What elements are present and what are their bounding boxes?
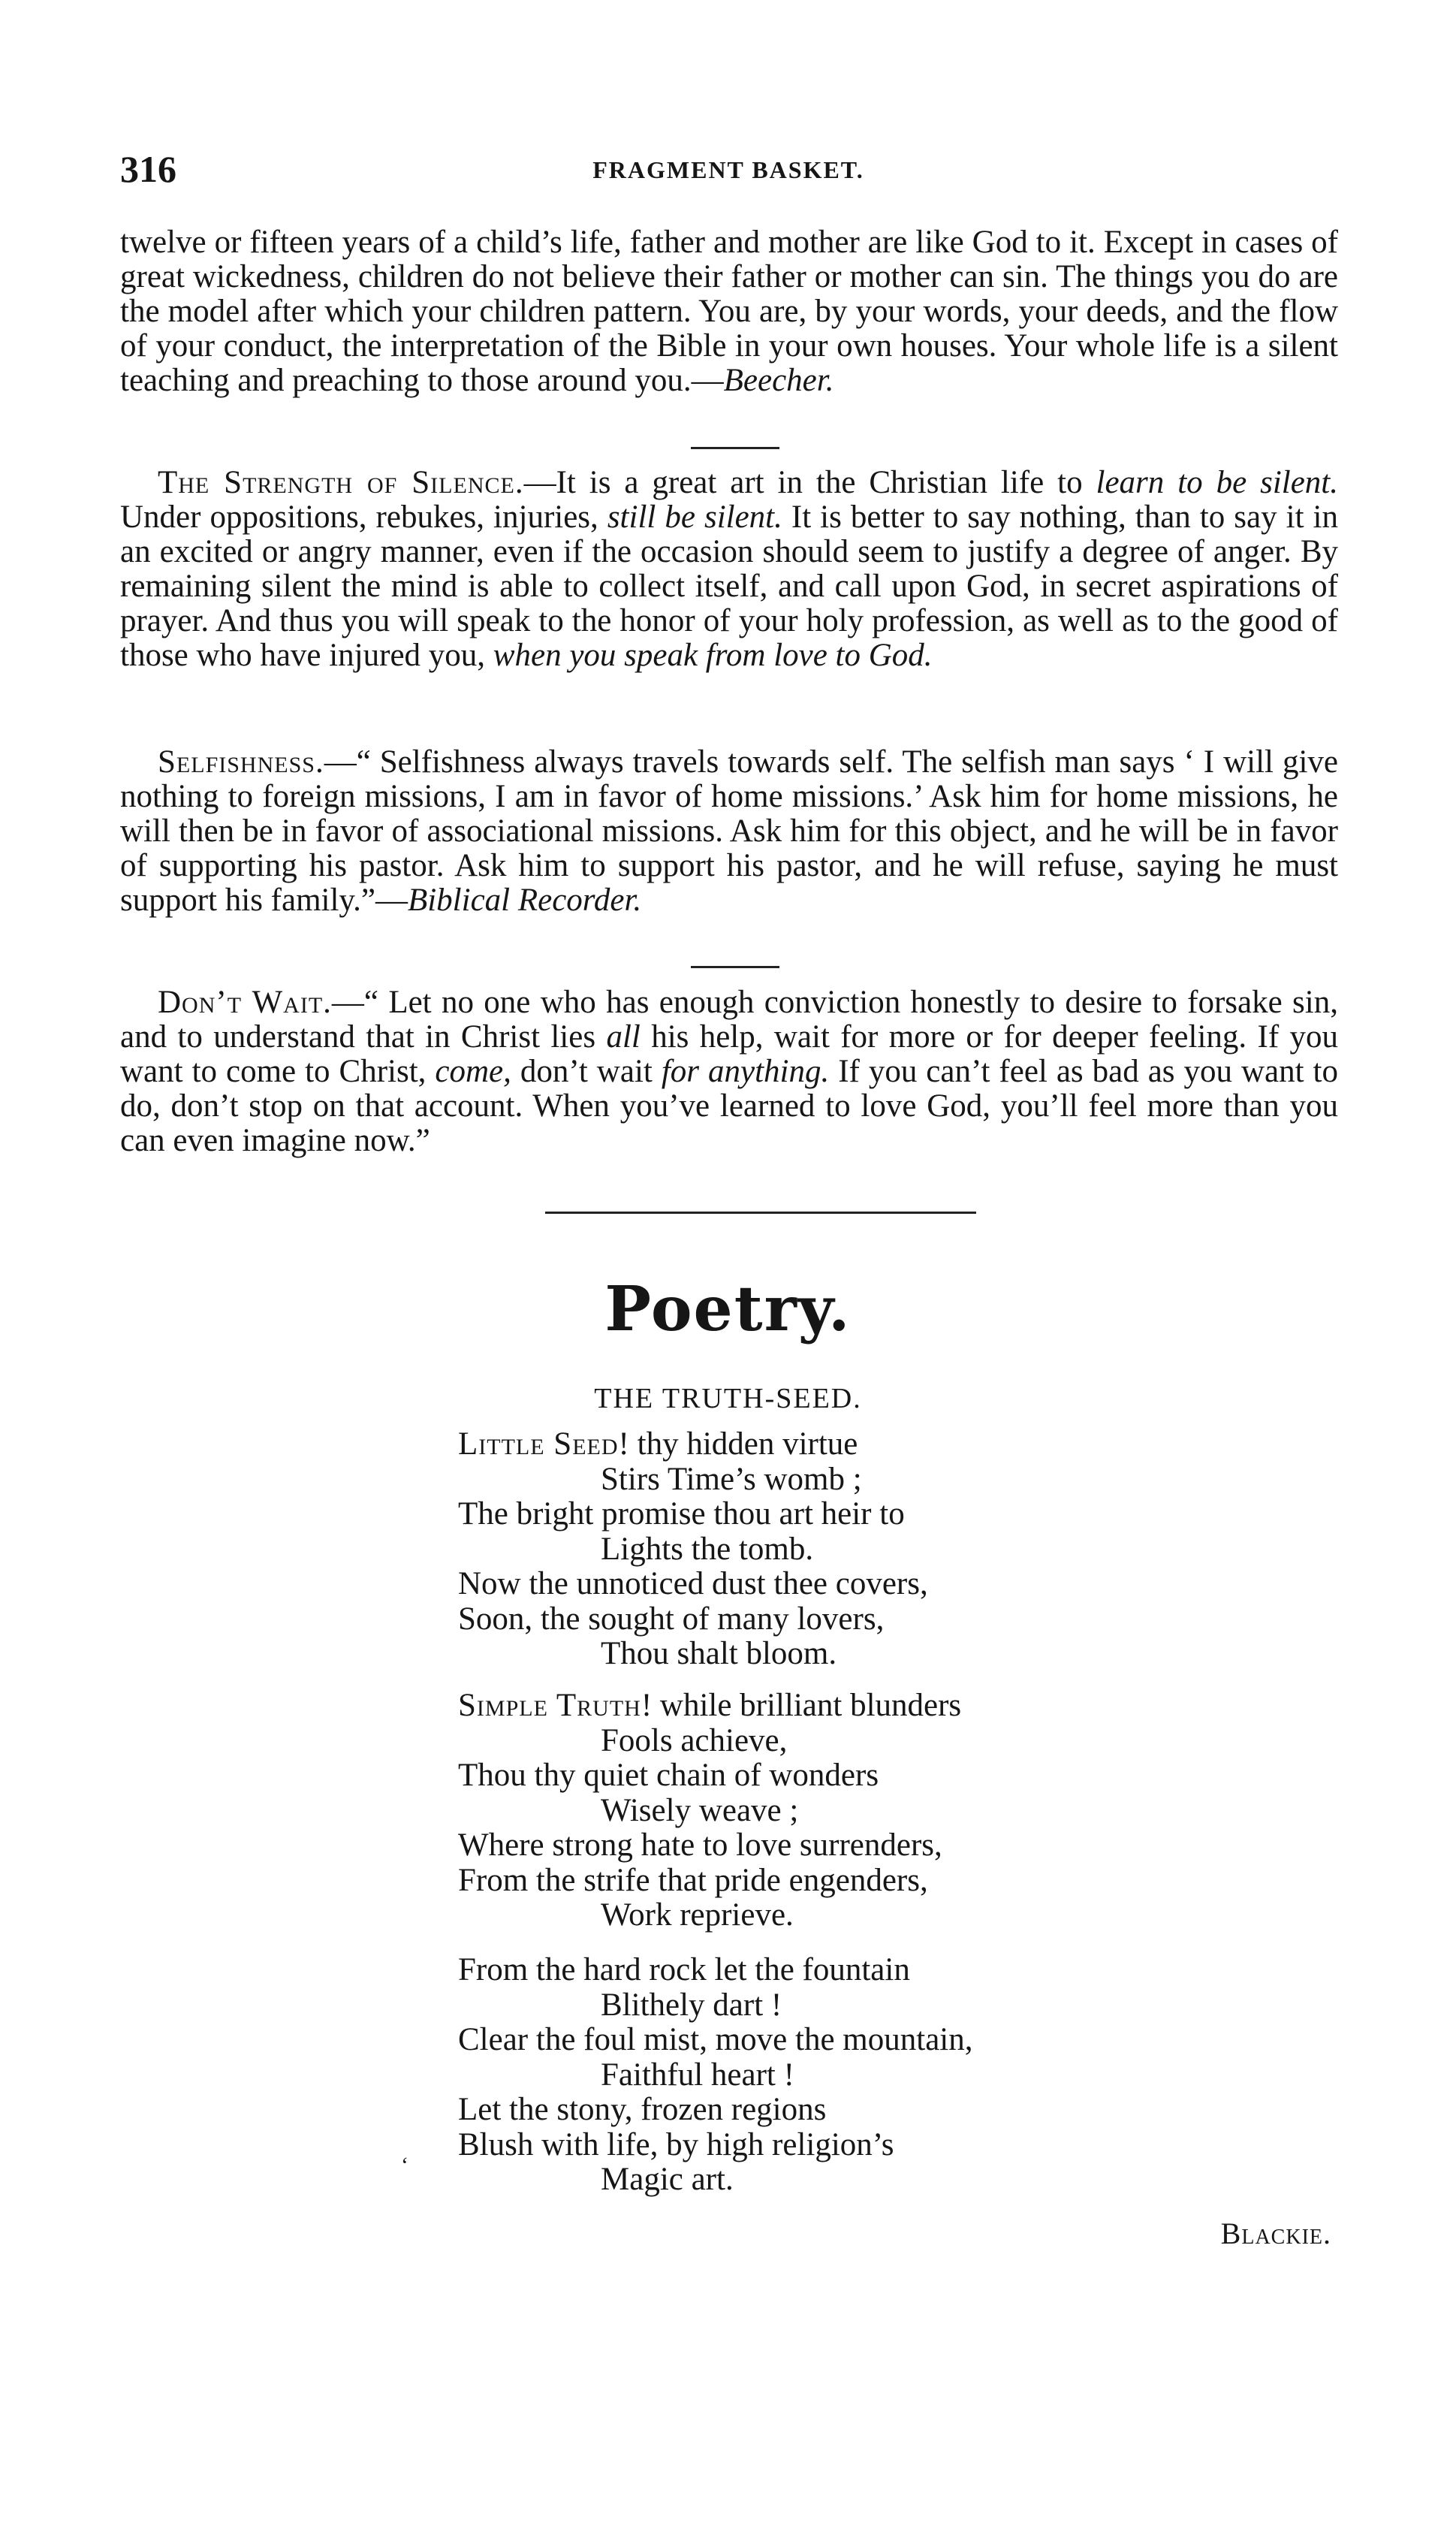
emphasis-text: when you speak from love to God. [493, 638, 933, 673]
poem-line: From the hard rock let the fountain [458, 1952, 910, 1987]
paragraph-selfishness [120, 745, 1338, 918]
poem-line: Fools achieve, [601, 1722, 788, 1758]
poem-line-text: ! while brilliant blunders [641, 1688, 962, 1723]
poem-line: Let the stony, frozen regions [458, 2092, 827, 2127]
poem-line: The bright promise thou art heir to [458, 1496, 905, 1532]
paragraph-text: Under oppositions, rebukes, injuries, [120, 499, 607, 535]
poem-line [458, 1689, 961, 1724]
paragraph-text: don’t wait [511, 1054, 662, 1089]
paragraph-text: —“ Let no one who has enough conviction honestly to desire to forsake sin, and to understand that in Christ lies [120, 985, 1338, 1055]
source-biblical-recorder: Biblical Recorder. [407, 883, 642, 918]
poem-line: Stirs Time’s womb ; [601, 1461, 862, 1497]
paragraph-dont-wait [120, 985, 1338, 1158]
poem-attribution: Blackie. [1220, 2217, 1331, 2250]
poem-line: Blush with life, by high religion’s [458, 2126, 894, 2162]
emphasis-text: for anything. [661, 1054, 830, 1089]
poem-stanza-1 [458, 1427, 928, 1672]
poem-line: Thou thy quiet chain of wonders [458, 1758, 879, 1793]
emphasis-text: learn to be silent. [1096, 465, 1338, 500]
paragraph-text: his help, wait for more or for deeper feeling. If you want to come to Christ, [120, 1019, 1338, 1089]
poem-stanza-2 [458, 1689, 961, 1933]
paragraph-text: —“ Selfishness always travels towards self. The selfish man says ‘ I will give nothing to foreign missions, I am in favor of home missions.’ Ask him for home missions, he will then be in favor of associational missions. Ask him for this object, and he will be in favor of supporting his pastor. Ask him to support his pastor, and he will refuse, saying he must support his family.”— [120, 744, 1338, 918]
paragraph-beecher-text: twelve or fifteen years of a child’s life, father and mother are like God to it. Except in cases of great wickedness, children do not believe their father or mother can sin. The things you do are the model after which your children pattern. You are, by your words, your deeds, and the flow of your conduct, the interpretation of the Bible in your own houses. Your whole life is a silent teaching and preaching to those around you.— [120, 225, 1338, 398]
paragraph-text: It is better to say nothing, than to say it in an excited or angry manner, even if the occasion should seem to justify a degree of anger. By remaining silent the mind is able to collect itself, and call upon God, in secret aspirations of prayer. And thus you will speak to the honor of your holy profession, as well as to the good of those who have injured you, [120, 499, 1338, 673]
poem-title: THE TRUTH-SEED. [594, 1383, 862, 1414]
poem-line: From the strife that pride engenders, [458, 1862, 928, 1898]
section-title-poetry: Poetry. [604, 1273, 852, 1345]
poem-line: Magic art. [601, 2162, 734, 2197]
heading-dont-wait: Don’t Wait. [158, 985, 332, 1020]
heading-selfishness: Selfishness. [158, 744, 324, 780]
poem-line [458, 1427, 928, 1462]
emphasis-text: come, [435, 1054, 511, 1089]
emphasis-text: still be silent. [607, 499, 782, 535]
poem-line: Blithely dart ! [601, 1987, 782, 2023]
stray-print-mark: ʻ [401, 2153, 408, 2177]
section-divider [545, 1212, 976, 1214]
paragraph-strength-of-silence [120, 466, 1338, 673]
emphasis-text: all [606, 1019, 641, 1055]
poem-line: Where strong hate to love surrenders, [458, 1827, 942, 1863]
page-number: 316 [120, 148, 176, 190]
poem-line-text: ! thy hidden virtue [618, 1426, 858, 1462]
heading-strength-of-silence: The Strength of Silence. [158, 465, 524, 500]
poem-line: Soon, the sought of many lovers, [458, 1601, 885, 1637]
separator-rule [691, 447, 779, 449]
paragraph-beecher [120, 225, 1338, 398]
poem-line: Now the unnoticed dust thee covers, [458, 1566, 928, 1601]
page-header [120, 147, 1337, 192]
poem-line-small-caps: Simple Truth [458, 1688, 641, 1723]
poem-line: Clear the foul mist, move the mountain, [458, 2022, 973, 2057]
poem-line: Faithful heart ! [601, 2057, 794, 2093]
author-beecher: Beecher. [723, 363, 834, 398]
poem-stanza-3 [458, 1953, 972, 2198]
poem-line: Work reprieve. [601, 1897, 794, 1933]
poem-line: Thou shalt bloom. [601, 1636, 837, 1671]
poem-line: Lights the tomb. [601, 1531, 814, 1567]
separator-rule [691, 966, 779, 968]
poem-line: Wisely weave ; [601, 1792, 799, 1828]
paragraph-text: If you can’t feel as bad as you want to do, don’t stop on that account. When you’ve learned to love God, you’ll feel more than you can even imagine now.” [120, 1054, 1338, 1158]
poem-line-small-caps: Little Seed [458, 1426, 619, 1462]
running-head: FRAGMENT BASKET. [592, 156, 864, 183]
paragraph-text: —It is a great art in the Christian life to [523, 465, 1096, 500]
